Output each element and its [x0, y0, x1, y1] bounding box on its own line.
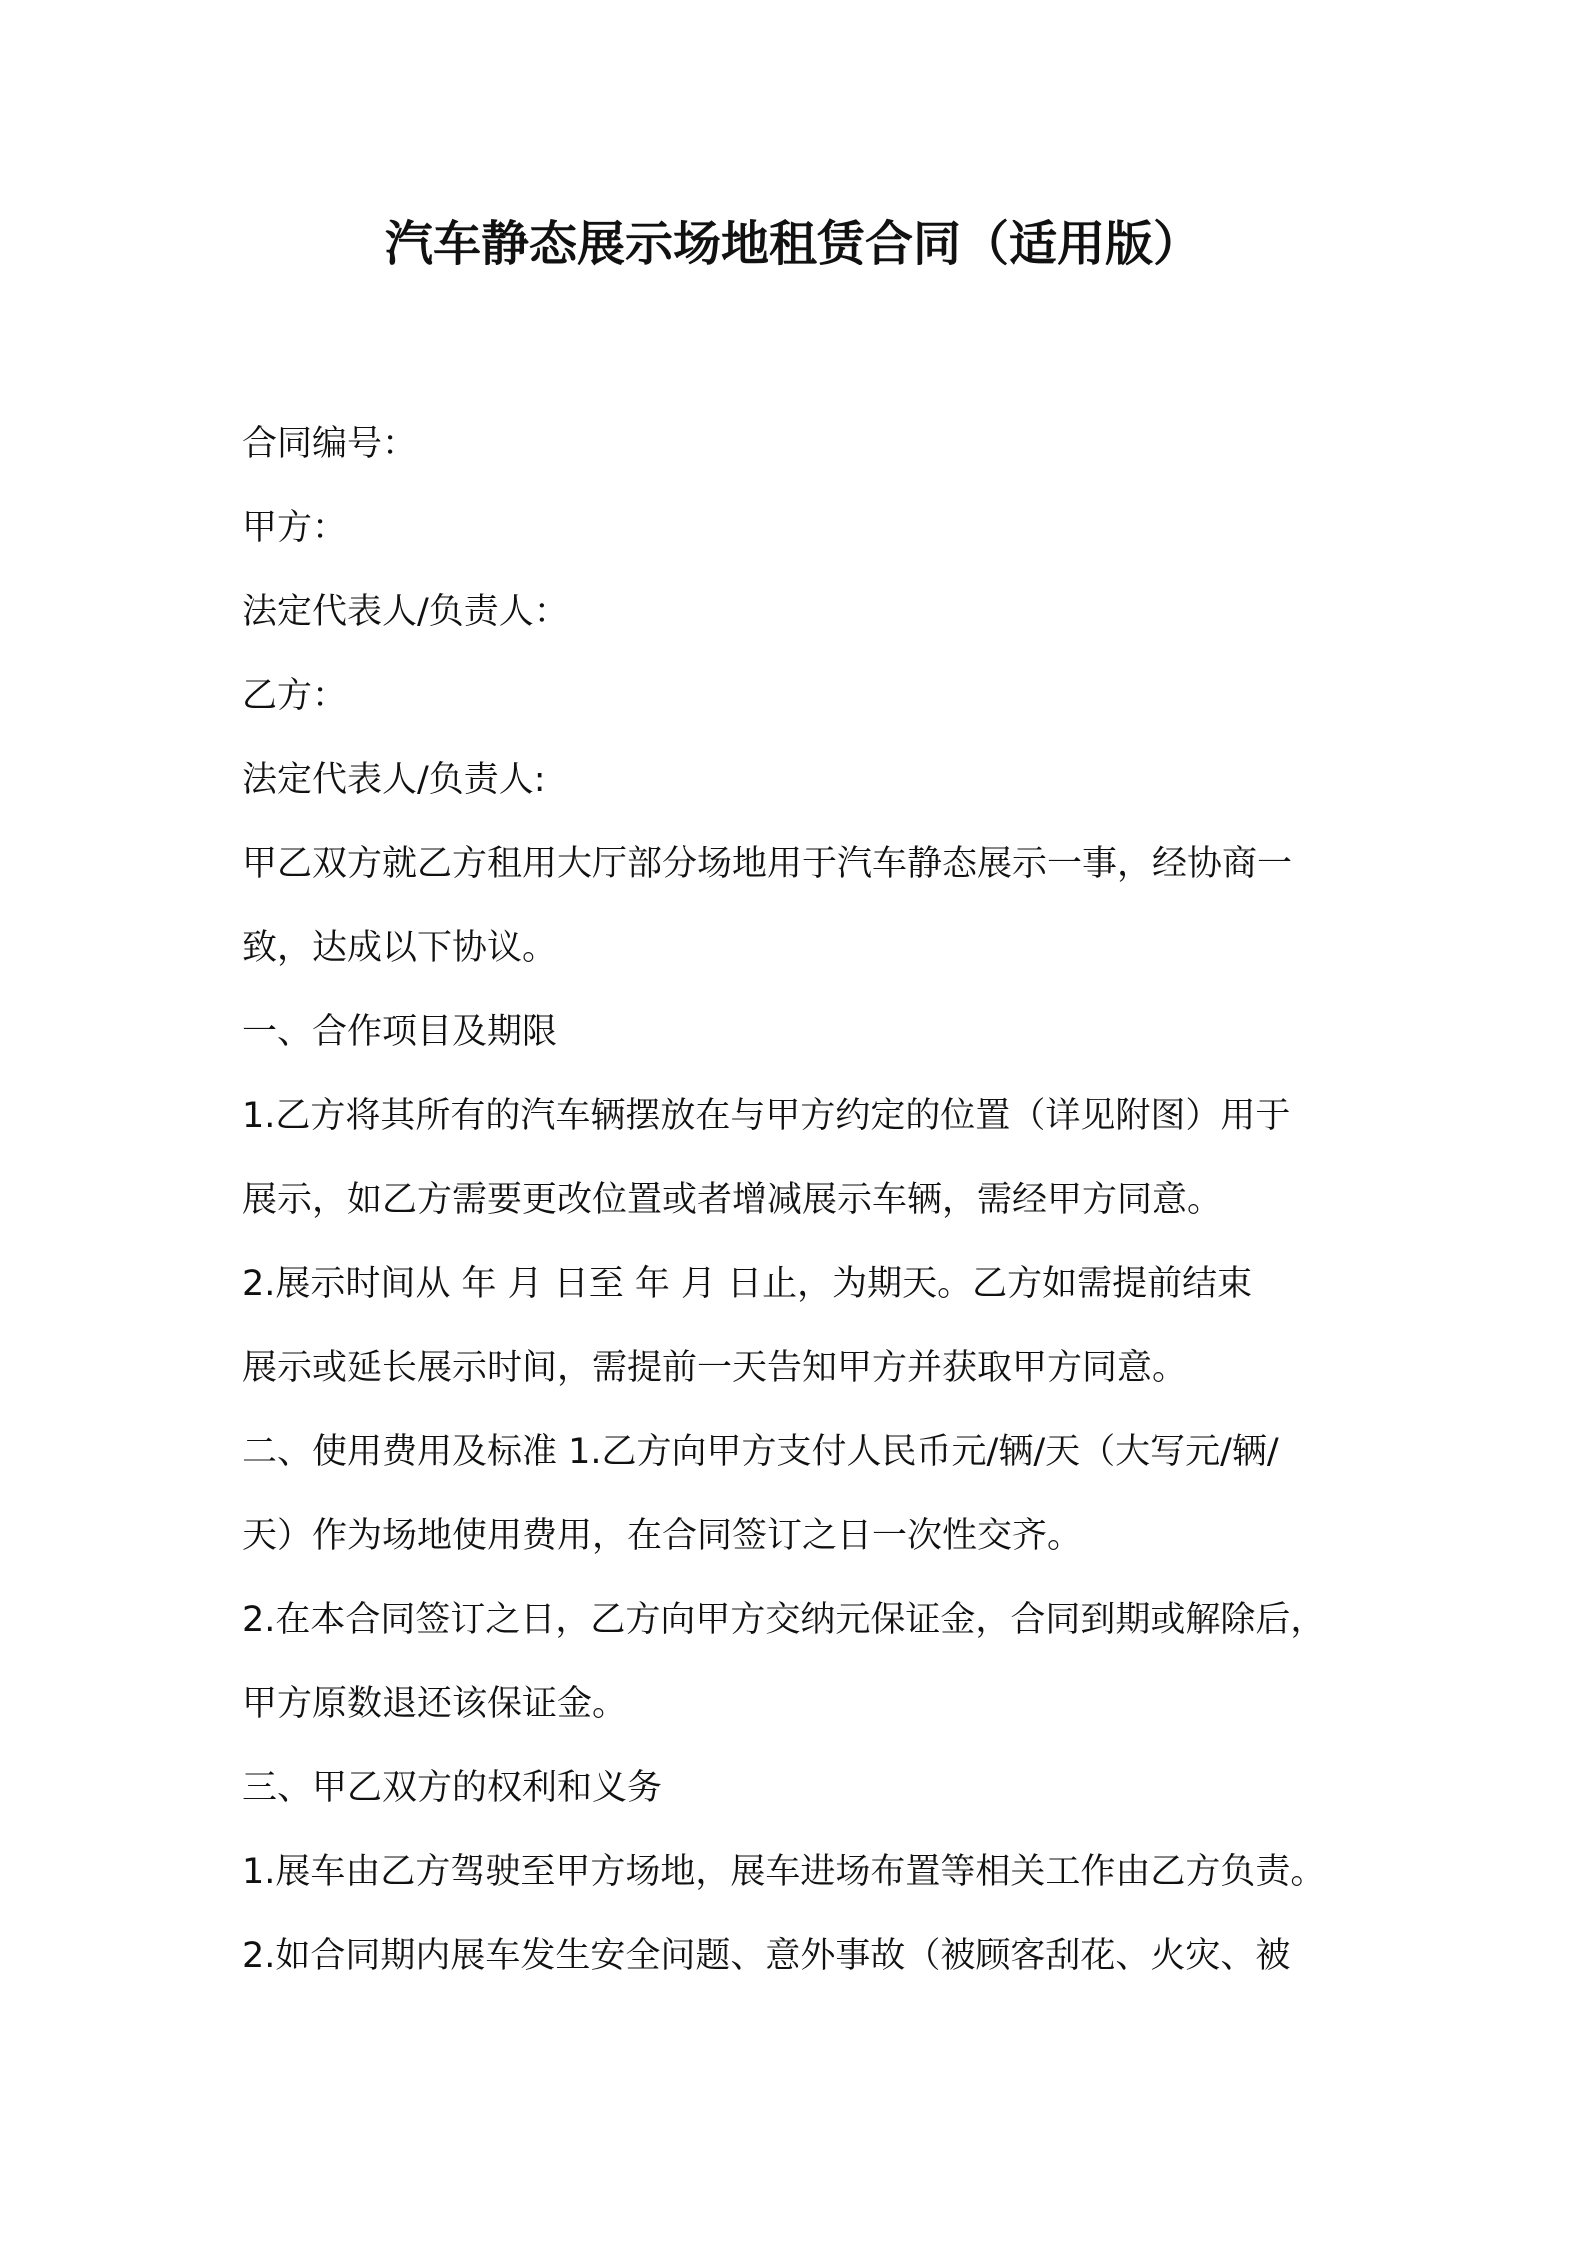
party-b-representative-line: 法定代表人/负责人:: [242, 760, 546, 800]
paragraph-line: 2.在本合同签订之日，乙方向甲方交纳元保证金，合同到期或解除后，: [242, 1600, 1326, 1640]
paragraph-line: 1.展车由乙方驾驶至甲方场地，展车进场布置等相关工作由乙方负责。: [242, 1852, 1326, 1892]
paragraph-line: 展示或延长展示时间，需提前一天告知甲方并获取甲方同意。: [242, 1348, 1188, 1388]
document-title: 汽车静态展示场地租赁合同（适用版）: [384, 216, 1201, 272]
paragraph-line: 甲方原数退还该保证金。: [242, 1684, 628, 1724]
paragraph-line: 天）作为场地使用费用，在合同签订之日一次性交齐。: [242, 1516, 1083, 1556]
paragraph-line: 致，达成以下协议。: [242, 928, 558, 968]
contract-number-line: 合同编号：: [242, 424, 418, 464]
section-heading: 一、合作项目及期限: [242, 1012, 558, 1052]
party-a-line: 甲方：: [242, 508, 348, 548]
paragraph-line: 二、使用费用及标准 1.乙方向甲方支付人民币元/辆/天（大写元/辆/: [242, 1432, 1279, 1472]
section-heading: 三、甲乙双方的权利和义务: [242, 1768, 663, 1808]
paragraph-line: 1.乙方将其所有的汽车辆摆放在与甲方约定的位置（详见附图）用于: [242, 1096, 1291, 1136]
paragraph-line: 展示，如乙方需要更改位置或者增减展示车辆，需经甲方同意。: [242, 1180, 1223, 1220]
party-b-line: 乙方：: [242, 676, 348, 716]
paragraph-line: 2.如合同期内展车发生安全问题、意外事故（被顾客刮花、火灾、被: [242, 1936, 1291, 1976]
party-a-representative-line: 法定代表人/负责人：: [242, 592, 569, 632]
paragraph-line: 2.展示时间从 年 月 日至 年 月 日止，为期天。乙方如需提前结束: [242, 1264, 1253, 1304]
paragraph-line: 甲乙双方就乙方租用大厅部分场地用于汽车静态展示一事，经协商一: [242, 844, 1293, 884]
document-body: [242, 402, 1372, 1998]
